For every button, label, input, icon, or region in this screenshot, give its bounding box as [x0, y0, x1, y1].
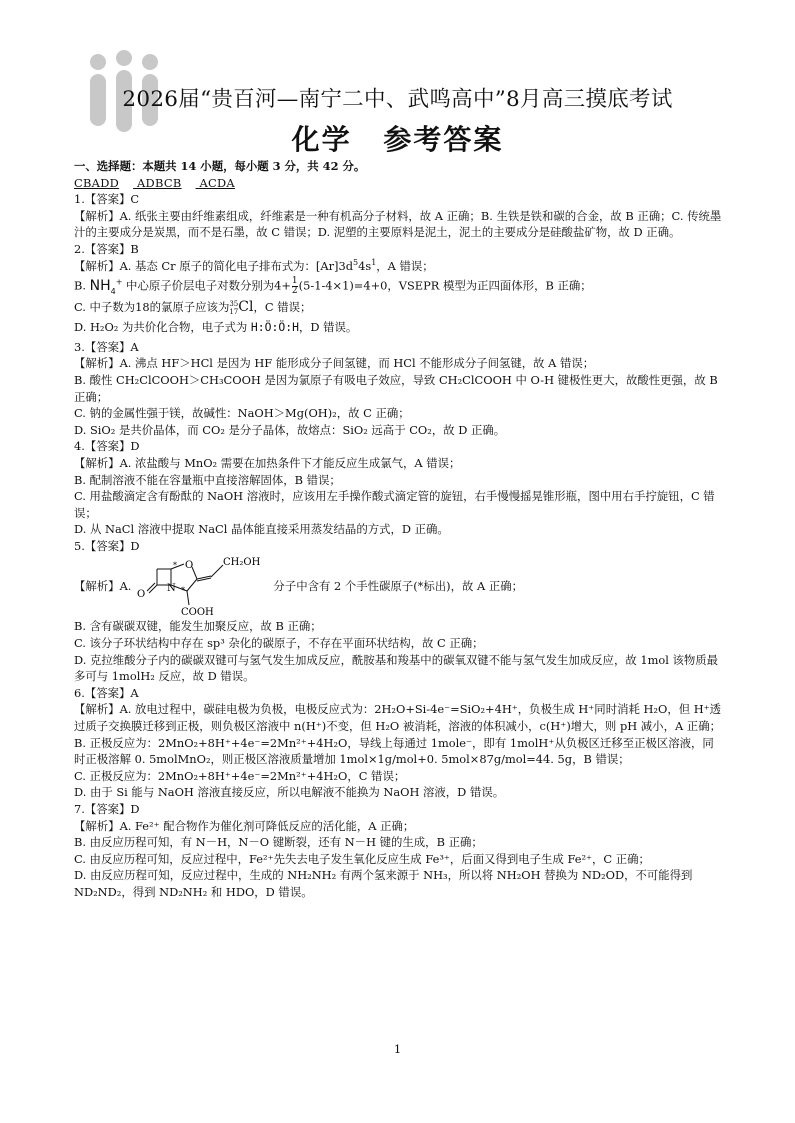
q3-line: 【解析】A. 沸点 HF＞HCl 是因为 HF 能形成分子间氢键，而 HCl 不能形成分子间氢键，故 A 错误；: [74, 356, 595, 371]
answer-key-group: ACDA: [199, 175, 235, 190]
q5-line: B. 含有碳碳双键，能发生加聚反应，故 B 正确；: [74, 619, 322, 634]
q4-line: 【解析】A. 浓盐酸与 MnO₂ 需要在加热条件下才能反应生成氯气，A 错误；: [74, 455, 461, 470]
subject-label: 化学: [291, 123, 352, 156]
q5-line: D. 克拉维酸分子内的碳碳双键可与氢气发生加成反应，酰胺基和羧基中的碳氧双键不能与氢气发生加成反应，故 1mol 该物质最多可与 1molH₂ 反应，故 D 错误。: [74, 652, 719, 684]
q5-line: C. 该分子环状结构中存在 sp³ 杂化的碳原子，不存在平面环状结构，故 C 正确；: [74, 636, 484, 651]
q2-line-d: D. H₂O₂ 为共价化合物，电子式为 H:Ö:Ö:H，D 错误。: [74, 320, 358, 335]
q2-line-a: 【解析】A. 基态 Cr 原子的简化电子排布式为：$[Ar]3d^54s^1$，A 错误；: [74, 257, 434, 273]
page-number: 1: [393, 1042, 402, 1056]
page-subtitle: [0, 118, 795, 158]
q7-line: B. 由反应历程可知，有 N－H，N－O 键断裂，还有 N－H 键的生成，B 正确；: [74, 835, 483, 850]
mol-ch2oh: CH₂OH: [223, 557, 261, 569]
q6-line: B. 正极反应为：2MnO₂+8H⁺+4e⁻=2Mn²⁺+4H₂O，导线上每通过 1mole⁻，即有 1molH⁺从负极区迁移至正极区溶液，同时正极溶解 0. 5molMnO₂，则正极区溶液质量增加 1mol×1g/mol+0. 5mol×87g/mol=44. 5g，B 错误；: [74, 735, 714, 767]
q7-line: C. 由反应历程可知，反应过程中，Fe²⁺先失去电子发生氧化反应生成 Fe³⁺，后面又得到电子生成 Fe²⁺，C 正确；: [74, 851, 650, 866]
electron-formula: H:Ö:Ö:H: [250, 320, 299, 335]
q2-answer: 2.【答案】B: [74, 241, 139, 256]
q4-line: D. 从 NaCl 溶液中提取 NaCl 晶体能直接采用蒸发结晶的方式，D 正确。: [74, 522, 449, 537]
q7-line: D. 由反应历程可知，反应过程中，生成的 NH₂NH₂ 有两个氢来源于 NH₃，所以将 NH₂OH 替换为 ND₂OD，不可能得到 ND₂ND₂，得到 ND₂NH₂ 和 HDO，D 错误。: [74, 868, 693, 899]
fraction-one-half: $\frac{1}{2}$: [291, 276, 298, 297]
q6-line: 【解析】A. 放电过程中，碳硅电极为负极，电极反应式为：2H₂O+Si-4e⁻=SiO₂+4H⁺，负极生成 H⁺同时消耗 H₂O，但 H⁺透过质子交换膜迁移到正极，则负极区溶液中 n(H⁺)不变，但 H₂O 被消耗，溶液的体积减小，c(H⁺)增大，则 pH 减小，A 正确；: [74, 702, 722, 734]
page-title: 2026届“贵百河—南宁二中、武鸣高中”8月高三摸底考试: [122, 87, 673, 112]
answer-key-group: ADBCB: [137, 175, 182, 190]
mol-cooh: COOH: [181, 607, 215, 618]
mol-nitrogen: N: [167, 583, 177, 595]
q7-line: 【解析】A. Fe²⁺ 配合物作为催化剂可降低反应的活化能，A 正确；: [74, 818, 415, 833]
q6-answer: 6.【答案】A: [74, 685, 139, 700]
q6-line: D. 由于 Si 能与 NaOH 溶液直接反应，所以电解液不能换为 NaOH 溶液，D 错误。: [74, 785, 505, 800]
answer-keys: [74, 175, 722, 192]
answer-content: [74, 158, 722, 901]
q3-line: B. 酸性 CH₂ClCOOH＞CH₃COOH 是因为氯原子有吸电子效应，导致 CH₂ClCOOH 中 O-H 键极性更大，故酸性更强，故 B 正确；: [74, 372, 718, 404]
section-heading: 一、选择题：本题共 14 小题，每小题 3 分，共 42 分。: [74, 159, 366, 173]
q1-explanation: 【解析】A. 纸张主要由纤维素组成，纤维素是一种有机高分子材料，故 A 正确；B. 生铁是铁和碳的合金，故 B 正确；C. 传统墨汁的主要成分是炭黑，而不是石墨，故 C 错误；D. 泥塑的主要原料是泥土，泥土的主要成分是硅酸盐矿物，故 D 正确。: [74, 208, 722, 240]
q2-line-b: B. $NH_4^+$ 中心原子价层电子对数分别为4+ $\frac{1}{2}$ (5-1-4×1)=4+0，VSEPR 模型为正四面体形，B 正确；: [74, 276, 592, 297]
mol-keto-oxygen: O: [137, 589, 146, 601]
q4-line: C. 用盐酸滴定含有酚酞的 NaOH 溶液时，应该用左手操作酸式滴定管的旋钮，右手慢慢摇晃锥形瓶，图中用右手拧旋钮，C 错误；: [74, 489, 715, 520]
ammonium-formula: $NH_4^+$: [89, 277, 123, 296]
chiral-star: *: [173, 561, 178, 571]
q3-line: C. 钠的金属性强于镁，故碱性：NaOH＞Mg(OH)₂，故 C 正确；: [74, 406, 410, 421]
mol-ring-oxygen: O: [185, 560, 194, 572]
q3-answer: 3.【答案】A: [74, 339, 139, 354]
q5-line-a: 【解析】A. O O N CH₂OH COOH * * 分子中含有 2 个手性碳原子(*标出)，故 A 正确；: [74, 557, 523, 618]
clavulanic-acid-structure: [137, 555, 267, 617]
q2-line-c: C. 中子数为18的氯原子应该为35 17Cl，C 错误；: [74, 299, 312, 317]
q4-line: B. 配制溶液不能在容量瓶中直接溶解固体，B 错误；: [74, 472, 341, 487]
chiral-star: *: [181, 586, 186, 596]
q3-line: D. SiO₂ 是共价晶体，而 CO₂ 是分子晶体，故熔点：SiO₂ 远高于 CO₂，故 D 正确。: [74, 422, 506, 437]
answer-label: 参考答案: [383, 123, 504, 156]
q6-line: C. 正极反应为：2MnO₂+8H⁺+4e⁻=2Mn²⁺+4H₂O，C 错误；: [74, 768, 406, 783]
q1-answer: 1.【答案】C: [74, 192, 140, 207]
q4-answer: 4.【答案】D: [74, 439, 140, 454]
q5-answer: 5.【答案】D: [74, 538, 140, 553]
answer-key-group: CBADD: [74, 175, 120, 190]
q7-answer: 7.【答案】D: [74, 802, 140, 816]
